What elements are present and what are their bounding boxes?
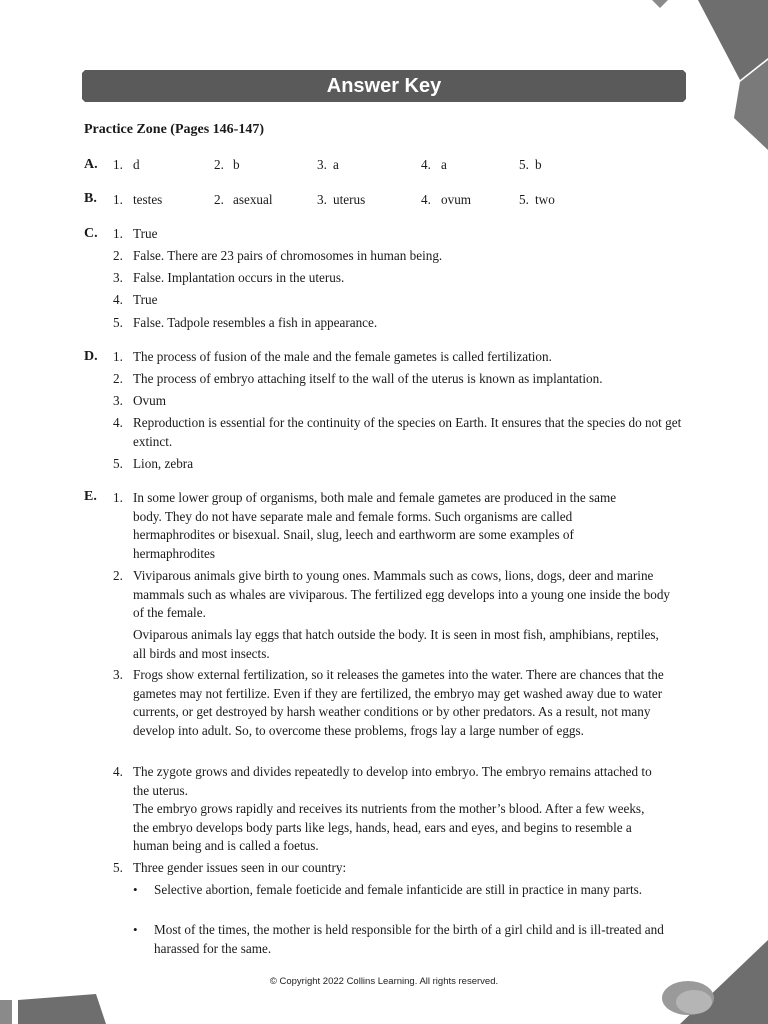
section-a-num-1: 1. [113,157,123,172]
section-e-num-3: 3. [113,667,123,682]
section-a-num-3: 3. [317,157,327,172]
section-d-num-2: 2. [113,371,123,386]
section-a-label: A. [84,157,98,172]
answer-key-banner [82,70,686,102]
section-d-answer-4: Reproduction is essential for the continuity of the species on Earth. It ensures that the species do not get extinct. [133,415,682,449]
section-b-answer-4: ovum [441,192,472,207]
section-e-answer-2-continued: Oviparous animals lay eggs that hatch outside the body. It is seen in most fish, amphibians, reptiles, all birds and most insects. [133,627,659,661]
section-b-answer-2: asexual [233,192,273,207]
section-e-answer-5: Three gender issues seen in our country: [133,860,347,875]
section-e-bullet-2: Most of the times, the mother is held responsible for the birth of a girl child and is ill-treated and harassed for the same. [154,922,664,956]
section-a-answer-1: d [133,157,140,172]
section-d-answer-1: The process of fusion of the male and the female gametes is called fertilization. [133,349,552,364]
section-c-answer-3: False. Implantation occurs in the uterus. [133,270,345,285]
section-c-answer-5: False. Tadpole resembles a fish in appearance. [133,315,378,330]
section-b-num-2: 2. [214,192,224,207]
section-b-num-5: 5. [519,192,529,207]
section-c-num-3: 3. [113,270,123,285]
section-b-num-1: 1. [113,192,123,207]
section-e-answer-2: Viviparous animals give birth to young ones. Mammals such as cows, lions, dogs, deer and marine mammals such as whales are viviparous. The fertilized egg develops into a young one inside the body of the female. [133,568,671,620]
section-c-num-1: 1. [113,226,123,241]
copyright-footer: © Copyright 2022 Collins Learning. All rights reserved. [269,976,499,987]
section-e-answer-3: Frogs show external fertilization, so it releases the gametes into the water. There are chances that the gametes may not fertilize. Even if they are fertilized, the embryo may get washed away due to water currents, or get destroyed by harsh weather conditions or by other predators. As a result, not many develop into adult. So, to overcome these problems, frogs lay a large number of eggs. [133,667,664,738]
section-e-answer-4: The zygote grows and divides repeatedly to develop into embryo. The embryo remains attached to the uterus. [133,764,652,798]
section-a-answer-2: b [233,157,240,172]
section-a-num-4: 4. [421,157,431,172]
section-b-answer-5: two [535,192,555,207]
section-a-answer-3: a [333,157,339,172]
section-d-num-5: 5. [113,456,123,471]
section-c-answer-1: True [133,226,158,241]
section-d-num-3: 3. [113,393,123,408]
section-e-answer-4-continued: The embryo grows rapidly and receives its nutrients from the mother’s blood. After a few weeks, the embryo develops body parts like legs, hands, head, ears and eyes, and begins to resemble a human being and is called a foetus. [133,801,645,853]
section-d-answer-5: Lion, zebra [133,456,194,471]
section-d-answer-3: Ovum [133,393,166,408]
section-d-answer-2: The process of embryo attaching itself to the wall of the uterus is known as implantation. [133,371,603,386]
section-a-answer-5: b [535,157,542,172]
section-e-num-5: 5. [113,860,123,875]
section-e-num-1: 1. [113,490,123,505]
section-a-num-2: 2. [214,157,224,172]
section-heading: Practice Zone (Pages 146-147) [84,122,264,137]
section-e-bullet-1: Selective abortion, female foeticide and female infanticide are still in practice in many parts. [154,882,643,897]
section-c-answer-2: False. There are 23 pairs of chromosomes in human being. [133,248,443,263]
section-d-label: D. [84,349,98,364]
section-e-num-4: 4. [113,764,123,779]
bullet-icon: • [133,922,138,937]
section-e-answer-1: In some lower group of organisms, both male and female gametes are produced in the same body. They do not have separate male and female forms. Such organisms are called hermaphrodites or bisexual. Snail, slug, leech and earthworm are some examples of hermaphrodites [133,490,617,561]
section-d-num-1: 1. [113,349,123,364]
section-b-answer-3: uterus [333,192,366,207]
section-c-num-4: 4. [113,292,123,307]
page-title: Answer Key [326,75,442,97]
section-a-answer-4: a [441,157,447,172]
section-c-answer-4: True [133,292,158,307]
section-b-num-4: 4. [421,192,431,207]
section-b-label: B. [84,191,97,206]
section-c-num-5: 5. [113,315,123,330]
section-a-num-5: 5. [519,157,529,172]
section-e-num-2: 2. [113,568,123,583]
section-c-num-2: 2. [113,248,123,263]
bullet-icon: • [133,882,138,897]
section-e-label: E. [84,489,97,504]
corner-decoration-bottom-left [0,994,110,1024]
section-b-answer-1: testes [133,192,163,207]
section-b-num-3: 3. [317,192,327,207]
section-c-label: C. [84,226,98,241]
section-d-num-4: 4. [113,415,123,430]
